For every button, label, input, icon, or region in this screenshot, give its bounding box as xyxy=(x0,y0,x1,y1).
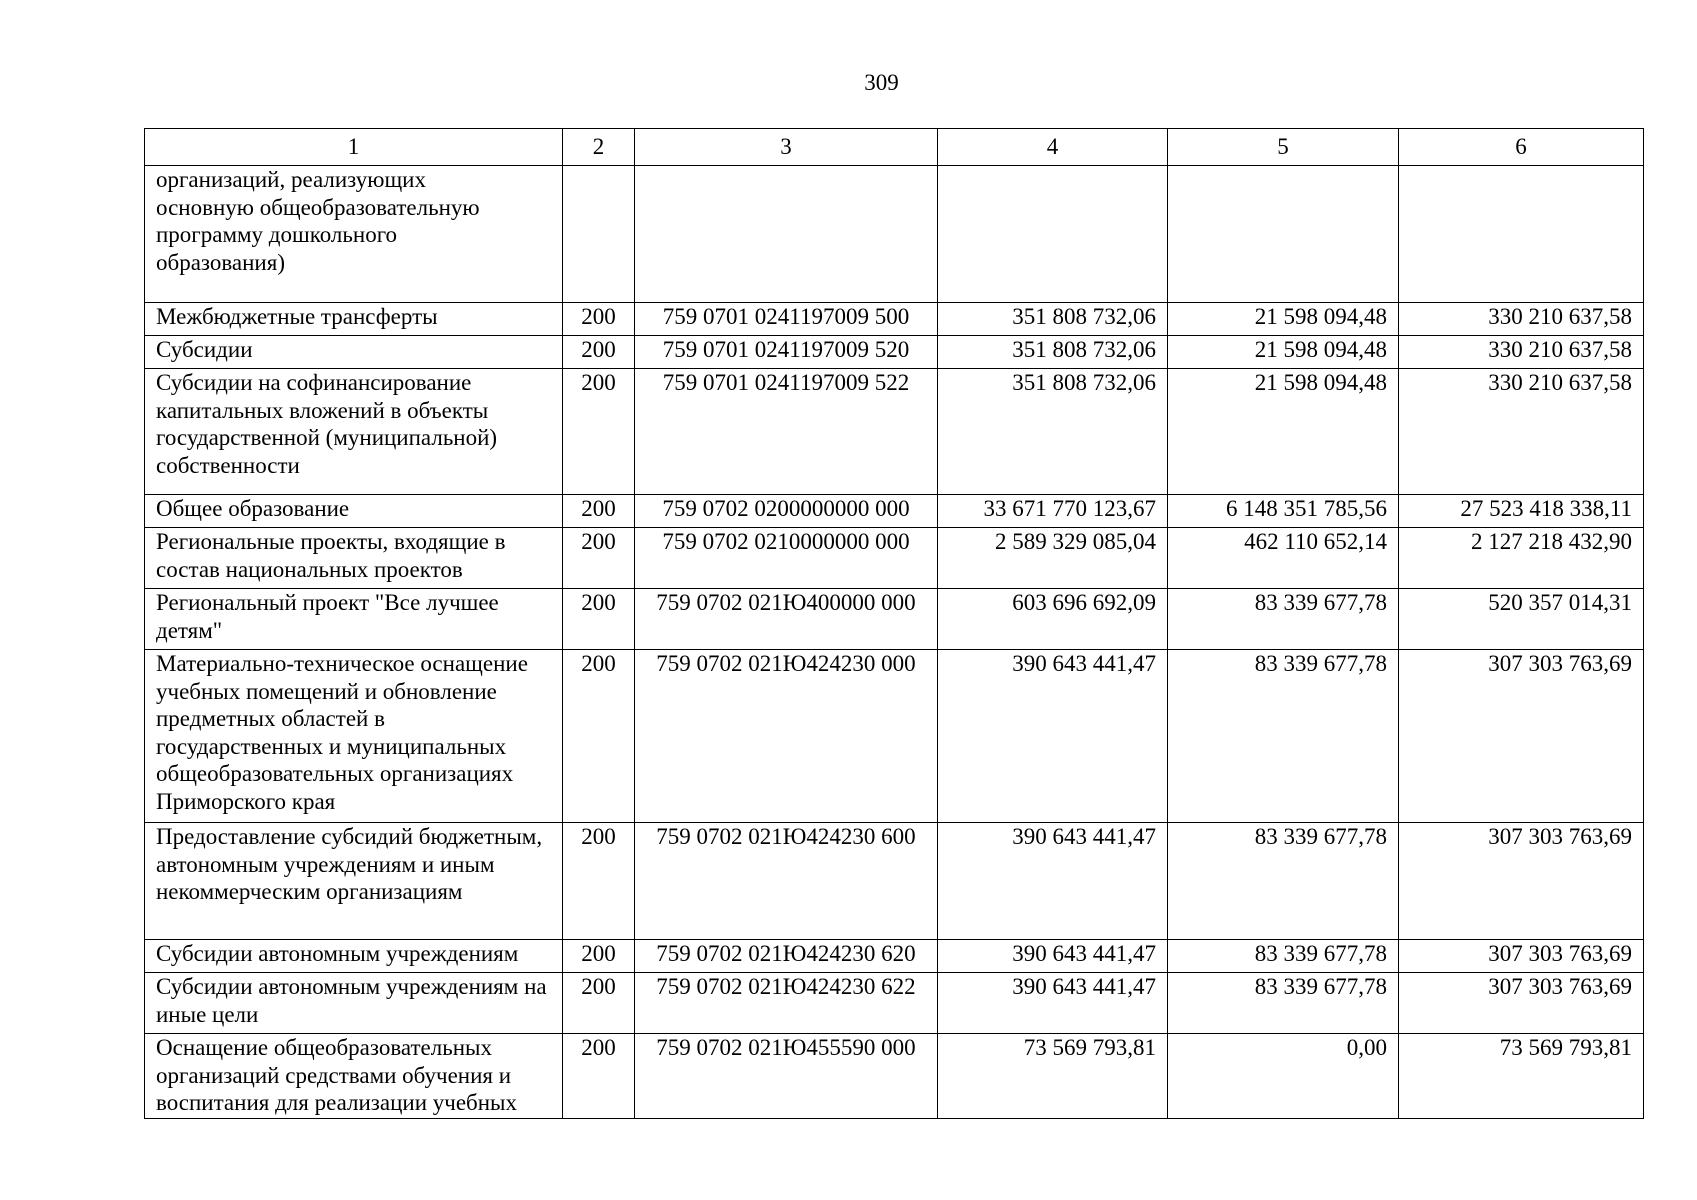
table-row xyxy=(145,823,1644,940)
row-code: 200 xyxy=(563,940,635,973)
row-amount-5: 83 339 677,78 xyxy=(1168,823,1399,940)
row-amount-6 xyxy=(1399,166,1644,303)
row-amount-4: 390 643 441,47 xyxy=(938,823,1168,940)
row-budget-code: 759 0702 021Ю424230 622 xyxy=(635,973,938,1034)
row-code: 200 xyxy=(563,495,635,528)
row-name: Материально-техническое оснащение учебных помещений и обновление предметных областей в государственных и муниципальных общеобразовательных организациях Приморского края xyxy=(145,650,563,823)
table-row xyxy=(145,973,1644,1034)
row-code: 200 xyxy=(563,973,635,1034)
row-code: 200 xyxy=(563,336,635,369)
column-header: 2 xyxy=(563,129,635,166)
row-amount-6: 73 569 793,81 xyxy=(1399,1034,1644,1119)
row-budget-code: 759 0702 021Ю424230 600 xyxy=(635,823,938,940)
row-amount-6: 307 303 763,69 xyxy=(1399,823,1644,940)
row-code: 200 xyxy=(563,369,635,495)
row-name: Межбюджетные трансферты xyxy=(145,303,563,336)
row-code: 200 xyxy=(563,528,635,589)
row-amount-5: 462 110 652,14 xyxy=(1168,528,1399,589)
row-budget-code: 759 0701 0241197009 520 xyxy=(635,336,938,369)
row-budget-code: 759 0702 0210000000 000 xyxy=(635,528,938,589)
row-code: 200 xyxy=(563,303,635,336)
column-header: 3 xyxy=(635,129,938,166)
table-row xyxy=(145,303,1644,336)
row-code xyxy=(563,166,635,303)
row-amount-5: 21 598 094,48 xyxy=(1168,369,1399,495)
row-name: Субсидии на софинансирование капитальных вложений в объекты государственной (муниципальной) собственности xyxy=(145,369,563,495)
table-row xyxy=(145,1034,1644,1119)
row-amount-6: 307 303 763,69 xyxy=(1399,973,1644,1034)
row-code: 200 xyxy=(563,823,635,940)
row-amount-6: 2 127 218 432,90 xyxy=(1399,528,1644,589)
row-name: Субсидии автономным учреждениям xyxy=(145,940,563,973)
budget-table xyxy=(144,128,1644,1119)
row-code: 200 xyxy=(563,650,635,823)
row-budget-code: 759 0701 0241197009 500 xyxy=(635,303,938,336)
row-amount-4: 33 671 770 123,67 xyxy=(938,495,1168,528)
row-amount-5: 0,00 xyxy=(1168,1034,1399,1119)
row-code: 200 xyxy=(563,589,635,650)
table-row xyxy=(145,650,1644,823)
table-row xyxy=(145,589,1644,650)
row-amount-6: 307 303 763,69 xyxy=(1399,650,1644,823)
column-header: 6 xyxy=(1399,129,1644,166)
column-header: 4 xyxy=(938,129,1168,166)
table-row xyxy=(145,940,1644,973)
row-amount-5: 83 339 677,78 xyxy=(1168,589,1399,650)
row-budget-code: 759 0701 0241197009 522 xyxy=(635,369,938,495)
row-amount-5: 21 598 094,48 xyxy=(1168,336,1399,369)
row-name: Региональный проект "Все лучшее детям" xyxy=(145,589,563,650)
row-amount-4: 351 808 732,06 xyxy=(938,336,1168,369)
row-budget-code: 759 0702 021Ю455590 000 xyxy=(635,1034,938,1119)
table-row xyxy=(145,495,1644,528)
row-amount-4: 390 643 441,47 xyxy=(938,650,1168,823)
row-amount-6: 520 357 014,31 xyxy=(1399,589,1644,650)
column-header: 5 xyxy=(1168,129,1399,166)
row-amount-5 xyxy=(1168,166,1399,303)
row-budget-code: 759 0702 021Ю424230 620 xyxy=(635,940,938,973)
row-budget-code: 759 0702 021Ю424230 000 xyxy=(635,650,938,823)
row-name: организаций, реализующих основную общеобразовательную программу дошкольного образования) xyxy=(145,166,563,303)
row-code: 200 xyxy=(563,1034,635,1119)
row-name: Субсидии xyxy=(145,336,563,369)
row-amount-5: 83 339 677,78 xyxy=(1168,940,1399,973)
row-amount-4: 603 696 692,09 xyxy=(938,589,1168,650)
row-amount-4: 73 569 793,81 xyxy=(938,1034,1168,1119)
row-amount-4: 390 643 441,47 xyxy=(938,940,1168,973)
row-amount-4: 351 808 732,06 xyxy=(938,303,1168,336)
row-amount-5: 6 148 351 785,56 xyxy=(1168,495,1399,528)
table-row xyxy=(145,369,1644,495)
row-amount-6: 307 303 763,69 xyxy=(1399,940,1644,973)
row-name: Предоставление субсидий бюджетным, автономным учреждениям и иным некоммерческим организациям xyxy=(145,823,563,940)
row-amount-4: 351 808 732,06 xyxy=(938,369,1168,495)
row-amount-6: 330 210 637,58 xyxy=(1399,369,1644,495)
row-amount-4: 390 643 441,47 xyxy=(938,973,1168,1034)
row-amount-4: 2 589 329 085,04 xyxy=(938,528,1168,589)
row-name: Оснащение общеобразовательных организаций средствами обучения и воспитания для реализации учебных xyxy=(145,1034,563,1119)
column-header: 1 xyxy=(145,129,563,166)
row-budget-code: 759 0702 021Ю400000 000 xyxy=(635,589,938,650)
table-header-row xyxy=(145,129,1644,166)
row-amount-5: 83 339 677,78 xyxy=(1168,650,1399,823)
page-number: 309 xyxy=(864,70,899,95)
row-budget-code: 759 0702 0200000000 000 xyxy=(635,495,938,528)
row-name: Субсидии автономным учреждениям на иные цели xyxy=(145,973,563,1034)
row-budget-code xyxy=(635,166,938,303)
row-amount-6: 330 210 637,58 xyxy=(1399,303,1644,336)
row-name: Региональные проекты, входящие в состав национальных проектов xyxy=(145,528,563,589)
row-amount-6: 27 523 418 338,11 xyxy=(1399,495,1644,528)
table-row xyxy=(145,166,1644,303)
table-row xyxy=(145,528,1644,589)
row-name: Общее образование xyxy=(145,495,563,528)
row-amount-4 xyxy=(938,166,1168,303)
row-amount-5: 83 339 677,78 xyxy=(1168,973,1399,1034)
row-amount-5: 21 598 094,48 xyxy=(1168,303,1399,336)
row-amount-6: 330 210 637,58 xyxy=(1399,336,1644,369)
table-row xyxy=(145,336,1644,369)
